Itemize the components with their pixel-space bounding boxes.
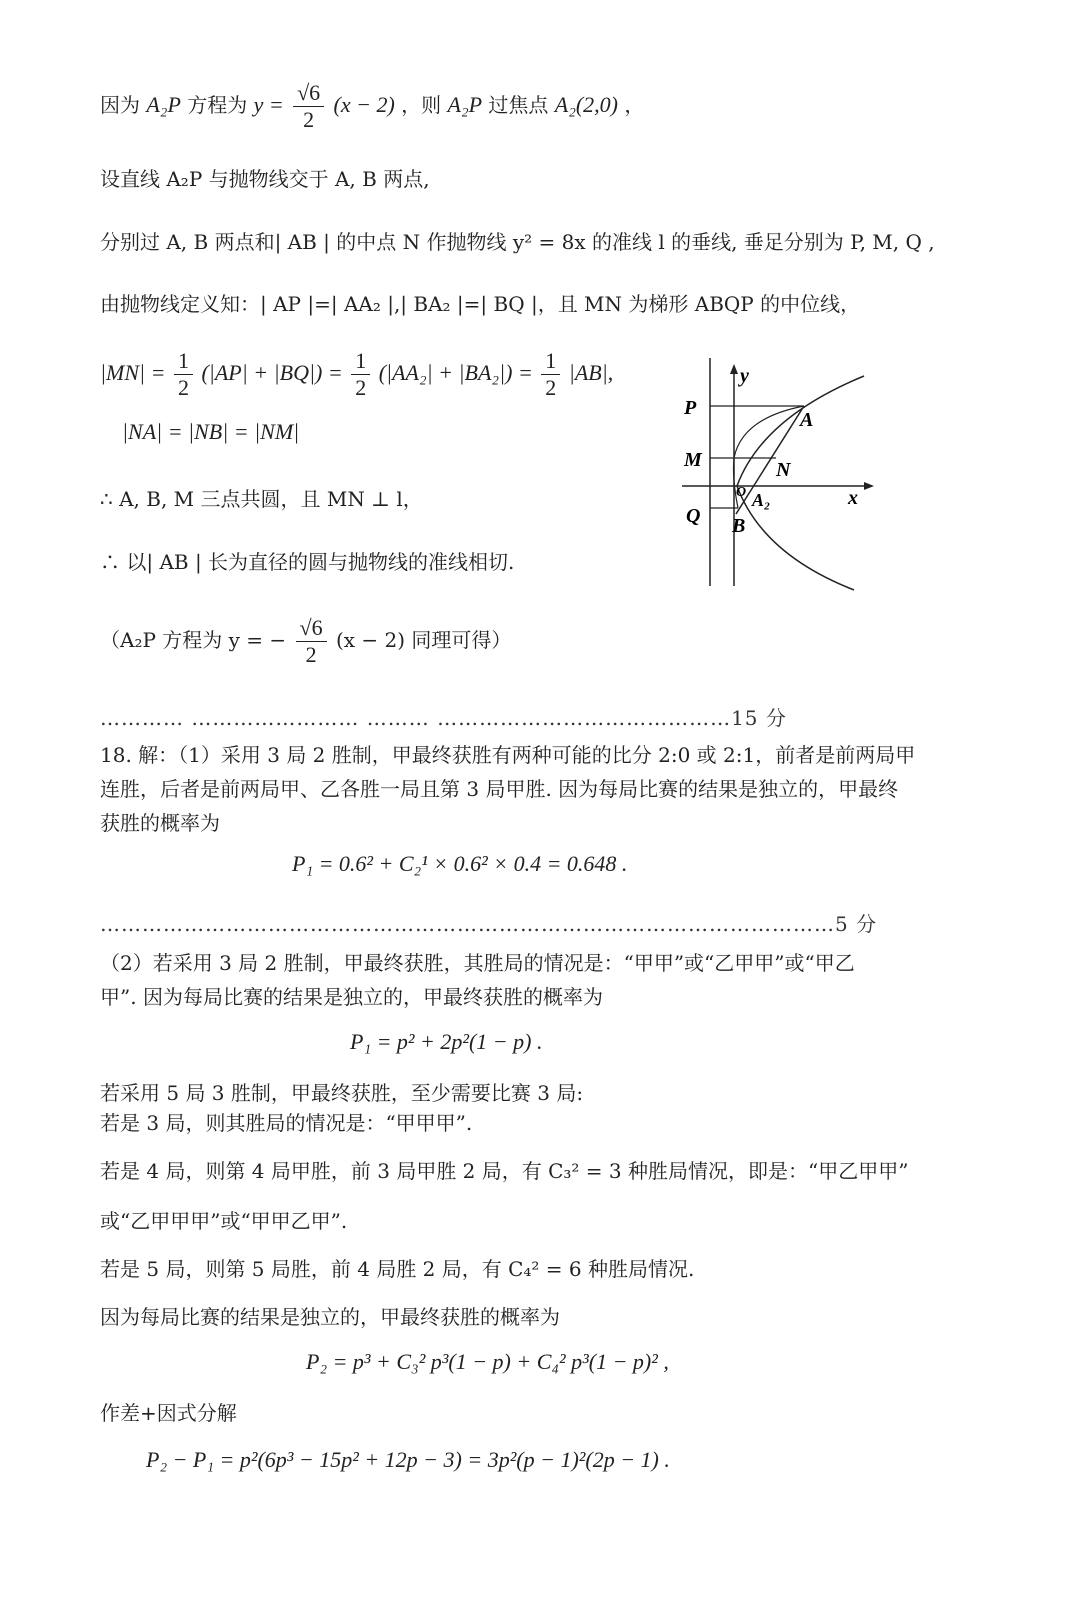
line-1-text-d: 过焦点 [488, 93, 549, 117]
label-Q: Q [686, 505, 701, 527]
part2-line-a: （2）若采用 3 局 2 胜制，甲最终获胜，其胜局的情况是：“甲甲”或“乙甲甲”或“甲乙 [100, 951, 855, 975]
line-5-frac-2-num: 1 [351, 348, 370, 375]
equation-difference: P₂ − P₁ = p²(6p³ − 15p² + 12p − 3) = 3p²(p − 1)²(2p − 1) . [146, 1447, 670, 1472]
line-9-frac-num: √6 [296, 615, 327, 642]
line-8: ∴ 以| AB | 长为直径的圆与抛物线的准线相切. [100, 550, 515, 574]
equation-p1-first: P₁ = 0.6² + C₂¹ × 0.6² × 0.4 = 0.648 . [292, 851, 628, 876]
parabola-figure [672, 358, 902, 608]
label-A2: A₂ [752, 490, 771, 510]
line-1-frac-num: √6 [293, 80, 324, 107]
line-1-fraction [293, 80, 324, 133]
line-5-frac-1 [174, 348, 193, 401]
part2-line-h: 因为每局比赛的结果是独立的，甲最终获胜的概率为 [100, 1305, 560, 1329]
part2-line-b: 甲”. 因为每局比赛的结果是独立的，甲最终获胜的概率为 [100, 985, 603, 1009]
line-1-math-x2: (x − 2) [333, 92, 395, 117]
q18-line-c: 获胜的概率为 [100, 811, 220, 835]
line-5-frac-2 [351, 348, 370, 401]
line-5-ab: |AB|, [568, 360, 614, 385]
line-5-frac-1-num: 1 [174, 348, 193, 375]
line-1-math-y: y = [253, 92, 284, 117]
equation-p2: P₂ = p³ + C₃² p³(1 − p) + C₄² p³(1 − p)² , [306, 1349, 669, 1374]
line-1-text-a: 因为 [100, 93, 140, 117]
line-5-frac-3 [541, 348, 560, 401]
line-5-frac-1-den: 2 [177, 375, 189, 401]
line-9-text-b: (x − 2) 同理可得） [335, 628, 512, 652]
line-3: 分别过 A, B 两点和| AB | 的中点 N 作抛物线 y² = 8x 的准线 l 的垂线, 垂足分别为 P, M, Q , [100, 230, 935, 254]
line-9 [100, 612, 511, 668]
line-9-frac-den: 2 [305, 642, 317, 667]
label-A: A [800, 409, 814, 431]
line-5-aa2-ba2: (|AA₂| + |BA₂|) = [378, 360, 533, 385]
line-1-math-focus: A₂(2,0) [554, 92, 619, 117]
line-7: ∴ A, B, M 三点共圆，且 MN ⊥ l， [100, 487, 423, 511]
line-2: 设直线 A₂P 与抛物线交于 A, B 两点, [100, 167, 430, 191]
label-P: P [684, 397, 697, 419]
line-9-fraction [296, 615, 327, 668]
line-1-text-c: ，则 [401, 93, 442, 117]
x-axis-arrow [864, 482, 874, 490]
label-O: O [736, 485, 747, 500]
part2-line-e: 若是 4 局，则第 4 局甲胜，前 3 局甲胜 2 局，有 C₃² = 3 种胜局情况，即是：“甲乙甲甲” [100, 1159, 909, 1183]
line-4: 由抛物线定义知：| AP |=| AA₂ |,| BA₂ |=| BQ |，且 MN 为梯形 ABQP 的中位线， [100, 292, 861, 316]
line-5 [100, 345, 613, 401]
label-N: N [776, 459, 791, 481]
label-x: x [848, 487, 858, 509]
line-1-frac-den: 2 [303, 107, 315, 132]
q18-line-b: 连胜，后者是前两局甲、乙各胜一局且第 3 局甲胜. 因为每局比赛的结果是独立的，甲最终 [100, 777, 899, 801]
part2-line-c: 若采用 5 局 3 胜制，甲最终获胜，至少需要比赛 3 局: [100, 1081, 584, 1105]
y-axis-arrow [730, 364, 738, 374]
line-5-frac-3-den: 2 [545, 375, 557, 401]
part2-line-f: 或“乙甲甲甲”或“甲甲乙甲”. [100, 1209, 348, 1233]
label-y: y [740, 365, 749, 387]
line-5-frac-3-num: 1 [541, 348, 560, 375]
equation-p1-second: P₁ = p² + 2p²(1 − p) . [350, 1029, 543, 1054]
score-dots-5: ……………………………………………………………………………………………5 分 [100, 912, 878, 936]
line-5-ap-bq: (|AP| + |BQ|) = [201, 360, 343, 385]
line-1-text-b: 方程为 [187, 93, 248, 117]
line-1-math-a2p-2: A₂P [447, 92, 483, 117]
label-M: M [684, 449, 702, 471]
line-9-text-a: （A₂P 方程为 y = − [100, 628, 287, 652]
q18-line-a: 18. 解：（1）采用 3 局 2 胜制，甲最终获胜有两种可能的比分 2:0 或 2:1，前者是前两局甲 [100, 743, 916, 767]
line-1 [100, 80, 644, 133]
part2-line-d: 若是 3 局，则其胜局的情况是：“甲甲甲”. [100, 1111, 473, 1135]
line-1-text-e: ， [624, 93, 645, 117]
part2-line-i: 作差+因式分解 [100, 1401, 237, 1425]
line-6: |NA| = |NB| = |NM| [122, 419, 300, 444]
score-dots-15: ………… …………………… ……… ……………………………………15 分 [100, 706, 787, 730]
line-1-math-a2p: A₂P [146, 92, 181, 117]
label-B: B [732, 515, 746, 537]
line-5-frac-2-den: 2 [355, 375, 367, 401]
line-5-mn: |MN| = [100, 360, 166, 385]
part2-line-g: 若是 5 局，则第 5 局胜，前 4 局胜 2 局，有 C₄² = 6 种胜局情况. [100, 1257, 695, 1281]
